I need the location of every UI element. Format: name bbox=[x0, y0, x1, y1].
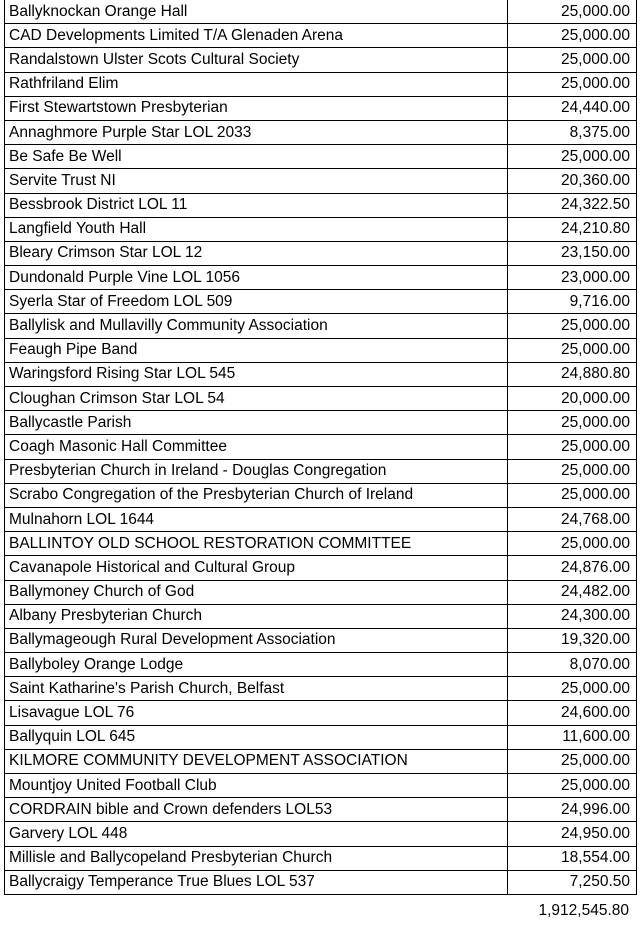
recipient-name: Lisavague LOL 76 bbox=[5, 701, 508, 725]
recipient-name: Ballyknockan Orange Hall bbox=[5, 0, 508, 24]
recipient-name: Syerla Star of Freedom LOL 509 bbox=[5, 290, 508, 314]
table-row bbox=[5, 266, 637, 290]
grant-amount: 24,600.00 bbox=[508, 701, 637, 725]
table-row bbox=[5, 604, 637, 628]
table-row bbox=[5, 701, 637, 725]
grant-amount: 23,150.00 bbox=[508, 241, 637, 265]
table-row bbox=[5, 532, 637, 556]
recipient-name: KILMORE COMMUNITY DEVELOPMENT ASSOCIATION bbox=[5, 749, 508, 773]
grant-amount: 20,360.00 bbox=[508, 169, 637, 193]
grant-amount: 8,375.00 bbox=[508, 120, 637, 144]
table-row bbox=[5, 387, 637, 411]
table-row bbox=[5, 48, 637, 72]
table-row bbox=[5, 749, 637, 773]
grant-amount: 24,996.00 bbox=[508, 798, 637, 822]
grant-amount: 25,000.00 bbox=[508, 677, 637, 701]
grant-amount: 8,070.00 bbox=[508, 653, 637, 677]
grant-amount: 25,000.00 bbox=[508, 459, 637, 483]
recipient-name: Ballyboley Orange Lodge bbox=[5, 653, 508, 677]
recipient-name: Presbyterian Church in Ireland - Douglas Congregation bbox=[5, 459, 508, 483]
recipient-name: First Stewartstown Presbyterian bbox=[5, 96, 508, 120]
recipient-name: Ballymageough Rural Development Association bbox=[5, 628, 508, 652]
table-row bbox=[5, 145, 637, 169]
table-row bbox=[5, 798, 637, 822]
grant-amount: 25,000.00 bbox=[508, 435, 637, 459]
recipient-name: BALLINTOY OLD SCHOOL RESTORATION COMMITTEE bbox=[5, 532, 508, 556]
table-row bbox=[5, 774, 637, 798]
grant-amount: 25,000.00 bbox=[508, 72, 637, 96]
table-row bbox=[5, 0, 637, 24]
grant-amount: 24,322.50 bbox=[508, 193, 637, 217]
grant-amount: 9,716.00 bbox=[508, 290, 637, 314]
grant-amount: 24,768.00 bbox=[508, 507, 637, 531]
recipient-name: Ballycastle Parish bbox=[5, 411, 508, 435]
table-row bbox=[5, 411, 637, 435]
grant-amount: 11,600.00 bbox=[508, 725, 637, 749]
grant-amount: 20,000.00 bbox=[508, 387, 637, 411]
grand-total: 1,912,545.80 bbox=[538, 902, 629, 919]
recipient-name: Ballylisk and Mullavilly Community Association bbox=[5, 314, 508, 338]
grant-amount: 24,482.00 bbox=[508, 580, 637, 604]
recipient-name: Be Safe Be Well bbox=[5, 145, 508, 169]
table-row bbox=[5, 362, 637, 386]
table-row bbox=[5, 96, 637, 120]
table-row bbox=[5, 459, 637, 483]
recipient-name: Albany Presbyterian Church bbox=[5, 604, 508, 628]
recipient-name: Mountjoy United Football Club bbox=[5, 774, 508, 798]
grant-amount: 24,440.00 bbox=[508, 96, 637, 120]
recipient-name: Dundonald Purple Vine LOL 1056 bbox=[5, 266, 508, 290]
grant-amount: 25,000.00 bbox=[508, 483, 637, 507]
grant-amount: 25,000.00 bbox=[508, 411, 637, 435]
recipient-name: Ballycraigy Temperance True Blues LOL 537 bbox=[5, 870, 508, 894]
recipient-name: CAD Developments Limited T/A Glenaden Arena bbox=[5, 24, 508, 48]
table-row bbox=[5, 677, 637, 701]
table-row bbox=[5, 72, 637, 96]
recipient-name: Waringsford Rising Star LOL 545 bbox=[5, 362, 508, 386]
table-row bbox=[5, 483, 637, 507]
recipient-name: Feaugh Pipe Band bbox=[5, 338, 508, 362]
grants-table-body bbox=[5, 0, 637, 894]
recipient-name: CORDRAIN bible and Crown defenders LOL53 bbox=[5, 798, 508, 822]
grant-amount: 25,000.00 bbox=[508, 24, 637, 48]
recipient-name: Bessbrook District LOL 11 bbox=[5, 193, 508, 217]
grant-amount: 25,000.00 bbox=[508, 532, 637, 556]
recipient-name: Ballyquin LOL 645 bbox=[5, 725, 508, 749]
table-row bbox=[5, 556, 637, 580]
grant-amount: 7,250.50 bbox=[508, 870, 637, 894]
table-row bbox=[5, 580, 637, 604]
grant-amount: 25,000.00 bbox=[508, 338, 637, 362]
grant-amount: 23,000.00 bbox=[508, 266, 637, 290]
table-row bbox=[5, 507, 637, 531]
recipient-name: Annaghmore Purple Star LOL 2033 bbox=[5, 120, 508, 144]
recipient-name: Cloughan Crimson Star LOL 54 bbox=[5, 387, 508, 411]
table-row bbox=[5, 314, 637, 338]
table-row bbox=[5, 435, 637, 459]
table-row bbox=[5, 822, 637, 846]
table-row bbox=[5, 725, 637, 749]
table-row bbox=[5, 24, 637, 48]
recipient-name: Bleary Crimson Star LOL 12 bbox=[5, 241, 508, 265]
recipient-name: Langfield Youth Hall bbox=[5, 217, 508, 241]
recipient-name: Rathfriland Elim bbox=[5, 72, 508, 96]
grant-amount: 24,880.80 bbox=[508, 362, 637, 386]
grant-amount: 25,000.00 bbox=[508, 0, 637, 24]
recipient-name: Ballymoney Church of God bbox=[5, 580, 508, 604]
table-row bbox=[5, 217, 637, 241]
table-row bbox=[5, 120, 637, 144]
recipient-name: Randalstown Ulster Scots Cultural Society bbox=[5, 48, 508, 72]
recipient-name: Coagh Masonic Hall Committee bbox=[5, 435, 508, 459]
table-row bbox=[5, 338, 637, 362]
recipient-name: Millisle and Ballycopeland Presbyterian Church bbox=[5, 846, 508, 870]
table-row bbox=[5, 653, 637, 677]
recipient-name: Servite Trust NI bbox=[5, 169, 508, 193]
recipient-name: Garvery LOL 448 bbox=[5, 822, 508, 846]
recipient-name: Scrabo Congregation of the Presbyterian Church of Ireland bbox=[5, 483, 508, 507]
grant-amount: 24,300.00 bbox=[508, 604, 637, 628]
table-row bbox=[5, 846, 637, 870]
grant-amount: 18,554.00 bbox=[508, 846, 637, 870]
recipient-name: Mulnahorn LOL 1644 bbox=[5, 507, 508, 531]
recipient-name: Cavanapole Historical and Cultural Group bbox=[5, 556, 508, 580]
table-row bbox=[5, 628, 637, 652]
grants-table bbox=[4, 0, 637, 895]
grant-amount: 24,210.80 bbox=[508, 217, 637, 241]
table-row bbox=[5, 193, 637, 217]
grant-amount: 24,876.00 bbox=[508, 556, 637, 580]
table-row bbox=[5, 290, 637, 314]
table-row bbox=[5, 870, 637, 894]
grant-amount: 25,000.00 bbox=[508, 774, 637, 798]
grant-amount: 25,000.00 bbox=[508, 48, 637, 72]
table-row bbox=[5, 169, 637, 193]
grant-amount: 25,000.00 bbox=[508, 314, 637, 338]
grant-amount: 24,950.00 bbox=[508, 822, 637, 846]
table-row bbox=[5, 241, 637, 265]
grant-amount: 25,000.00 bbox=[508, 749, 637, 773]
grant-amount: 25,000.00 bbox=[508, 145, 637, 169]
recipient-name: Saint Katharine's Parish Church, Belfast bbox=[5, 677, 508, 701]
grant-amount: 19,320.00 bbox=[508, 628, 637, 652]
